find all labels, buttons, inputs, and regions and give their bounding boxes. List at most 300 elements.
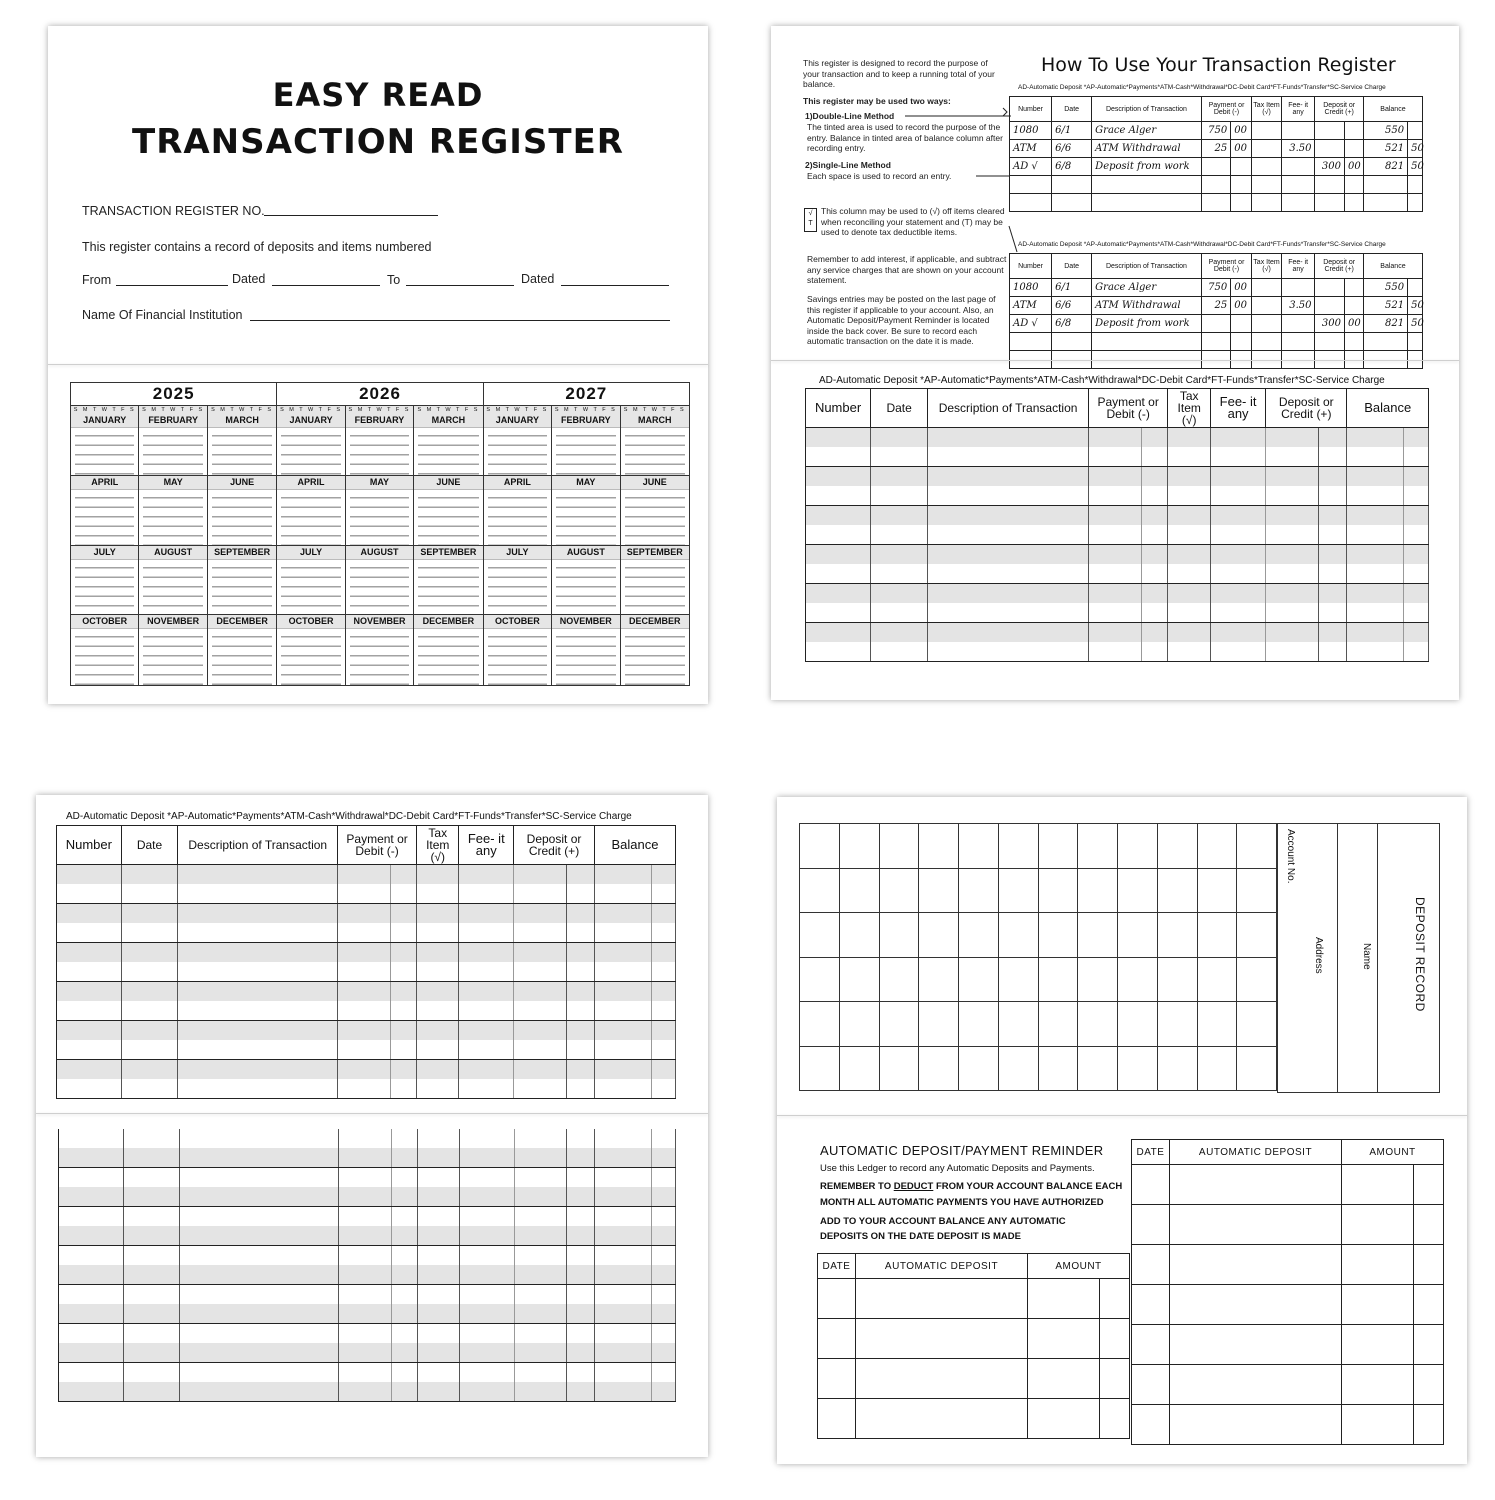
deposit-grid-cell[interactable] [1118,868,1158,913]
register-cell[interactable] [179,1246,338,1266]
register-cell[interactable] [391,1226,417,1246]
deposit-grid-cell[interactable] [919,1046,959,1091]
register-cell[interactable] [1404,447,1429,467]
register-cell[interactable] [1347,447,1404,467]
register-cell[interactable] [178,1060,338,1080]
register-cell[interactable] [651,1079,675,1099]
register-cell[interactable] [594,943,651,963]
reminder-cell[interactable] [856,1319,1028,1359]
register-cell[interactable] [567,1343,595,1363]
register-cell[interactable] [390,943,416,963]
reminder-cell[interactable] [1028,1399,1100,1439]
register-cell[interactable] [417,1343,459,1363]
reminder-cell[interactable] [818,1319,856,1359]
register-cell[interactable] [1168,564,1211,584]
register-cell[interactable] [417,1285,459,1305]
register-cell[interactable] [178,943,338,963]
register-cell[interactable] [459,1001,514,1021]
register-cell[interactable] [339,1226,391,1246]
register-cell[interactable] [1404,584,1429,604]
deposit-grid-cell[interactable] [1197,868,1237,913]
register-cell[interactable] [566,884,594,904]
register-cell[interactable] [57,904,122,924]
register-cell[interactable] [1318,642,1347,662]
register-cell[interactable] [123,1207,179,1227]
register-cell[interactable] [567,1129,595,1148]
register-cell[interactable] [57,943,122,963]
register-cell[interactable] [1266,623,1319,643]
register-cell[interactable] [339,1187,391,1207]
register-cell[interactable] [390,1040,416,1060]
register-cell[interactable] [651,923,675,943]
deposit-grid-cell[interactable] [839,1046,879,1091]
deposit-grid-cell[interactable] [1038,1002,1078,1047]
register-cell[interactable] [651,962,675,982]
reminder-cell[interactable] [856,1359,1028,1399]
register-cell[interactable] [594,865,651,885]
register-cell[interactable] [123,1363,179,1383]
deposit-grid-cell[interactable] [998,913,1038,958]
register-cell[interactable] [595,1187,651,1207]
deposit-grid-cell[interactable] [919,868,959,913]
register-cell[interactable] [121,982,178,1002]
register-cell[interactable] [459,1040,514,1060]
register-cell[interactable] [1211,584,1266,604]
register-cell[interactable] [651,1207,675,1227]
register-cell[interactable] [390,884,416,904]
register-cell[interactable] [651,884,675,904]
register-cell[interactable] [459,884,514,904]
register-cell[interactable] [1211,525,1266,545]
register-cell[interactable] [567,1226,595,1246]
register-cell[interactable] [1266,467,1319,487]
register-cell[interactable] [871,603,928,623]
register-cell[interactable] [1347,603,1404,623]
register-cell[interactable] [1318,603,1347,623]
register-cell[interactable] [179,1363,338,1383]
register-cell[interactable] [928,564,1089,584]
deposit-grid-cell[interactable] [1038,957,1078,1002]
deposit-grid-cell[interactable] [1078,868,1118,913]
register-cell[interactable] [1318,428,1347,448]
register-cell[interactable] [651,1363,675,1383]
register-cell[interactable] [339,1304,391,1324]
register-cell[interactable] [459,923,514,943]
register-cell[interactable] [459,962,514,982]
register-cell[interactable] [514,1285,566,1305]
deposit-grid-cell[interactable] [800,913,840,958]
register-cell[interactable] [1211,545,1266,565]
register-cell[interactable] [178,1001,338,1021]
register-cell[interactable] [567,1168,595,1188]
register-cell[interactable] [651,1148,675,1168]
register-cell[interactable] [651,1021,675,1041]
register-cell[interactable] [594,904,651,924]
register-cell[interactable] [417,1129,459,1148]
register-cell[interactable] [651,1168,675,1188]
register-cell[interactable] [594,923,651,943]
deposit-grid-cell[interactable] [1197,1046,1237,1091]
register-cell[interactable] [871,642,928,662]
register-cell[interactable] [460,1187,514,1207]
register-cell[interactable] [1211,564,1266,584]
register-cell[interactable] [1404,506,1429,526]
register-cell[interactable] [59,1382,124,1402]
register-cell[interactable] [1088,623,1141,643]
register-cell[interactable] [1141,447,1167,467]
register-cell[interactable] [1141,428,1167,448]
reminder-cell[interactable] [1132,1205,1170,1245]
register-cell[interactable] [594,884,651,904]
register-cell[interactable] [806,545,871,565]
register-cell[interactable] [1088,506,1141,526]
register-cell[interactable] [566,982,594,1002]
register-cell[interactable] [59,1148,124,1168]
register-cell[interactable] [514,943,567,963]
register-cell[interactable] [594,1021,651,1041]
register-cell[interactable] [338,962,391,982]
register-cell[interactable] [566,962,594,982]
register-cell[interactable] [460,1285,514,1305]
register-cell[interactable] [391,1187,417,1207]
reminder-cell[interactable] [1342,1245,1414,1285]
reminder-cell[interactable] [818,1279,856,1319]
deposit-grid-cell[interactable] [1078,1046,1118,1091]
register-cell[interactable] [121,1001,178,1021]
register-cell[interactable] [928,506,1089,526]
register-cell[interactable] [391,1246,417,1266]
register-cell[interactable] [338,904,391,924]
register-cell[interactable] [339,1324,391,1344]
deposit-grid-cell[interactable] [1237,824,1277,869]
deposit-grid-cell[interactable] [1197,1002,1237,1047]
register-cell[interactable] [1168,447,1211,467]
reminder-cell[interactable] [1170,1325,1342,1365]
deposit-grid-cell[interactable] [1157,913,1197,958]
register-cell[interactable] [651,1060,675,1080]
register-cell[interactable] [1141,642,1167,662]
register-cell[interactable] [871,447,928,467]
register-cell[interactable] [460,1324,514,1344]
register-cell[interactable] [57,865,122,885]
register-cell[interactable] [1318,486,1347,506]
reminder-cell[interactable] [1170,1285,1342,1325]
register-cell[interactable] [417,904,459,924]
register-cell[interactable] [1266,564,1319,584]
deposit-grid-cell[interactable] [839,957,879,1002]
deposit-grid-cell[interactable] [1157,824,1197,869]
register-cell[interactable] [417,884,459,904]
register-cell[interactable] [806,623,871,643]
reminder-cell[interactable] [1170,1165,1342,1205]
register-cell[interactable] [1168,467,1211,487]
register-cell[interactable] [338,1079,391,1099]
register-cell[interactable] [566,1060,594,1080]
register-cell[interactable] [57,923,122,943]
register-cell[interactable] [928,545,1089,565]
register-cell[interactable] [417,1001,459,1021]
register-cell[interactable] [57,1060,122,1080]
register-cell[interactable] [651,1226,675,1246]
deposit-grid-cell[interactable] [1237,957,1277,1002]
deposit-grid-cell[interactable] [1038,913,1078,958]
reminder-cell[interactable] [1342,1405,1414,1445]
register-cell[interactable] [1211,603,1266,623]
register-cell[interactable] [1404,486,1429,506]
register-cell[interactable] [928,623,1089,643]
register-cell[interactable] [871,506,928,526]
register-cell[interactable] [123,1246,179,1266]
register-cell[interactable] [514,865,567,885]
register-cell[interactable] [1404,564,1429,584]
register-cell[interactable] [417,1363,459,1383]
register-cell[interactable] [514,1060,567,1080]
reminder-cell[interactable] [1170,1205,1342,1245]
register-cell[interactable] [178,884,338,904]
register-cell[interactable] [1141,467,1167,487]
register-cell[interactable] [1211,447,1266,467]
register-cell[interactable] [417,1187,459,1207]
deposit-grid-cell[interactable] [1197,913,1237,958]
deposit-grid-cell[interactable] [959,824,999,869]
register-cell[interactable] [567,1324,595,1344]
register-cell[interactable] [1088,486,1141,506]
register-cell[interactable] [1141,525,1167,545]
register-cell[interactable] [123,1226,179,1246]
register-cell[interactable] [391,1148,417,1168]
deposit-grid-cell[interactable] [879,1046,919,1091]
register-cell[interactable] [59,1265,124,1285]
register-cell[interactable] [1318,564,1347,584]
reminder-cell[interactable] [856,1399,1028,1439]
register-cell[interactable] [1088,467,1141,487]
register-cell[interactable] [1266,525,1319,545]
register-cell[interactable] [121,884,178,904]
register-cell[interactable] [459,1021,514,1041]
register-cell[interactable] [1088,545,1141,565]
reminder-cell[interactable] [1100,1279,1130,1319]
register-cell[interactable] [339,1363,391,1383]
deposit-grid-cell[interactable] [1078,1002,1118,1047]
register-cell[interactable] [928,642,1089,662]
register-cell[interactable] [57,962,122,982]
register-cell[interactable] [514,1246,566,1266]
register-cell[interactable] [460,1246,514,1266]
register-cell[interactable] [121,1021,178,1041]
register-cell[interactable] [57,1079,122,1099]
register-cell[interactable] [417,1148,459,1168]
register-cell[interactable] [459,1060,514,1080]
register-cell[interactable] [1347,525,1404,545]
register-cell[interactable] [514,1304,566,1324]
register-cell[interactable] [928,584,1089,604]
register-cell[interactable] [339,1207,391,1227]
register-cell[interactable] [514,982,567,1002]
register-cell[interactable] [514,1148,566,1168]
register-cell[interactable] [1318,584,1347,604]
register-cell[interactable] [514,904,567,924]
deposit-grid-cell[interactable] [839,868,879,913]
register-cell[interactable] [514,1324,566,1344]
deposit-grid-cell[interactable] [959,957,999,1002]
register-cell[interactable] [417,1060,459,1080]
deposit-grid-cell[interactable] [1118,913,1158,958]
reminder-cell[interactable] [1132,1405,1170,1445]
register-cell[interactable] [339,1129,391,1148]
register-cell[interactable] [651,1285,675,1305]
register-cell[interactable] [567,1265,595,1285]
register-cell[interactable] [123,1187,179,1207]
register-cell[interactable] [338,1060,391,1080]
register-cell[interactable] [1318,467,1347,487]
register-cell[interactable] [417,1021,459,1041]
register-cell[interactable] [1141,506,1167,526]
reminder-cell[interactable] [1028,1279,1100,1319]
reminder-cell[interactable] [1132,1285,1170,1325]
register-cell[interactable] [871,564,928,584]
register-cell[interactable] [806,447,871,467]
register-cell[interactable] [460,1304,514,1324]
register-cell[interactable] [391,1129,417,1148]
deposit-grid-cell[interactable] [879,868,919,913]
reminder-cell[interactable] [1414,1245,1444,1285]
register-cell[interactable] [594,962,651,982]
register-cell[interactable] [514,1207,566,1227]
dated2-line[interactable] [561,285,669,286]
register-cell[interactable] [59,1207,124,1227]
register-cell[interactable] [339,1246,391,1266]
register-cell[interactable] [1088,525,1141,545]
reminder-cell[interactable] [1414,1285,1444,1325]
register-cell[interactable] [417,865,459,885]
register-cell[interactable] [651,982,675,1002]
register-cell[interactable] [417,923,459,943]
deposit-grid-cell[interactable] [1038,868,1078,913]
register-cell[interactable] [1168,525,1211,545]
register-cell[interactable] [121,943,178,963]
register-cell[interactable] [928,486,1089,506]
register-cell[interactable] [1266,545,1319,565]
register-cell[interactable] [1088,428,1141,448]
register-cell[interactable] [594,1079,651,1099]
register-cell[interactable] [1347,506,1404,526]
register-cell[interactable] [871,545,928,565]
register-cell[interactable] [417,1265,459,1285]
register-cell[interactable] [178,982,338,1002]
deposit-grid-cell[interactable] [959,1046,999,1091]
register-cell[interactable] [514,962,567,982]
register-cell[interactable] [417,943,459,963]
reminder-cell[interactable] [1342,1365,1414,1405]
register-cell[interactable] [595,1363,651,1383]
register-cell[interactable] [1266,506,1319,526]
register-cell[interactable] [595,1168,651,1188]
register-cell[interactable] [651,1324,675,1344]
register-cell[interactable] [1347,564,1404,584]
register-cell[interactable] [1318,623,1347,643]
deposit-grid-cell[interactable] [1078,913,1118,958]
register-cell[interactable] [1404,467,1429,487]
register-cell[interactable] [1266,642,1319,662]
deposit-grid-cell[interactable] [1197,824,1237,869]
register-cell[interactable] [339,1265,391,1285]
register-cell[interactable] [1088,447,1141,467]
register-cell[interactable] [1404,545,1429,565]
register-cell[interactable] [121,1079,178,1099]
register-cell[interactable] [567,1187,595,1207]
deposit-grid-cell[interactable] [800,1002,840,1047]
deposit-grid-cell[interactable] [1237,1046,1277,1091]
register-cell[interactable] [1211,428,1266,448]
deposit-grid-cell[interactable] [1157,957,1197,1002]
register-cell[interactable] [566,904,594,924]
register-cell[interactable] [1404,623,1429,643]
register-cell[interactable] [1141,486,1167,506]
register-cell[interactable] [1404,603,1429,623]
register-cell[interactable] [178,1021,338,1041]
deposit-grid-cell[interactable] [1038,824,1078,869]
reminder-cell[interactable] [1132,1245,1170,1285]
register-cell[interactable] [566,1079,594,1099]
register-cell[interactable] [459,865,514,885]
register-cell[interactable] [651,1382,675,1402]
register-cell[interactable] [417,1168,459,1188]
reminder-cell[interactable] [1132,1325,1170,1365]
deposit-grid-cell[interactable] [1118,824,1158,869]
register-cell[interactable] [651,1265,675,1285]
deposit-grid-cell[interactable] [879,1002,919,1047]
register-cell[interactable] [595,1129,651,1148]
register-cell[interactable] [1347,642,1404,662]
register-cell[interactable] [871,584,928,604]
register-cell[interactable] [1141,545,1167,565]
reminder-cell[interactable] [818,1399,856,1439]
register-cell[interactable] [514,1187,566,1207]
register-cell[interactable] [871,623,928,643]
deposit-grid-cell[interactable] [1197,957,1237,1002]
register-cell[interactable] [567,1285,595,1305]
register-cell[interactable] [567,1363,595,1383]
deposit-grid-cell[interactable] [1237,1002,1277,1047]
register-cell[interactable] [1141,623,1167,643]
register-cell[interactable] [179,1168,338,1188]
register-cell[interactable] [1088,603,1141,623]
register-cell[interactable] [123,1324,179,1344]
reminder-cell[interactable] [1170,1405,1342,1445]
register-cell[interactable] [651,943,675,963]
register-cell[interactable] [514,1021,567,1041]
register-cell[interactable] [339,1343,391,1363]
register-cell[interactable] [417,1382,459,1402]
register-cell[interactable] [806,486,871,506]
register-cell[interactable] [123,1168,179,1188]
register-cell[interactable] [1318,447,1347,467]
register-cell[interactable] [595,1265,651,1285]
register-cell[interactable] [806,603,871,623]
deposit-grid-cell[interactable] [919,824,959,869]
register-cell[interactable] [391,1207,417,1227]
register-cell[interactable] [179,1207,338,1227]
register-cell[interactable] [806,467,871,487]
register-cell[interactable] [871,428,928,448]
register-cell[interactable] [178,923,338,943]
deposit-grid-cell[interactable] [919,913,959,958]
register-cell[interactable] [514,1226,566,1246]
deposit-grid-cell[interactable] [919,1002,959,1047]
deposit-grid-cell[interactable] [919,957,959,1002]
deposit-grid-cell[interactable] [998,1002,1038,1047]
reminder-cell[interactable] [1414,1405,1444,1445]
